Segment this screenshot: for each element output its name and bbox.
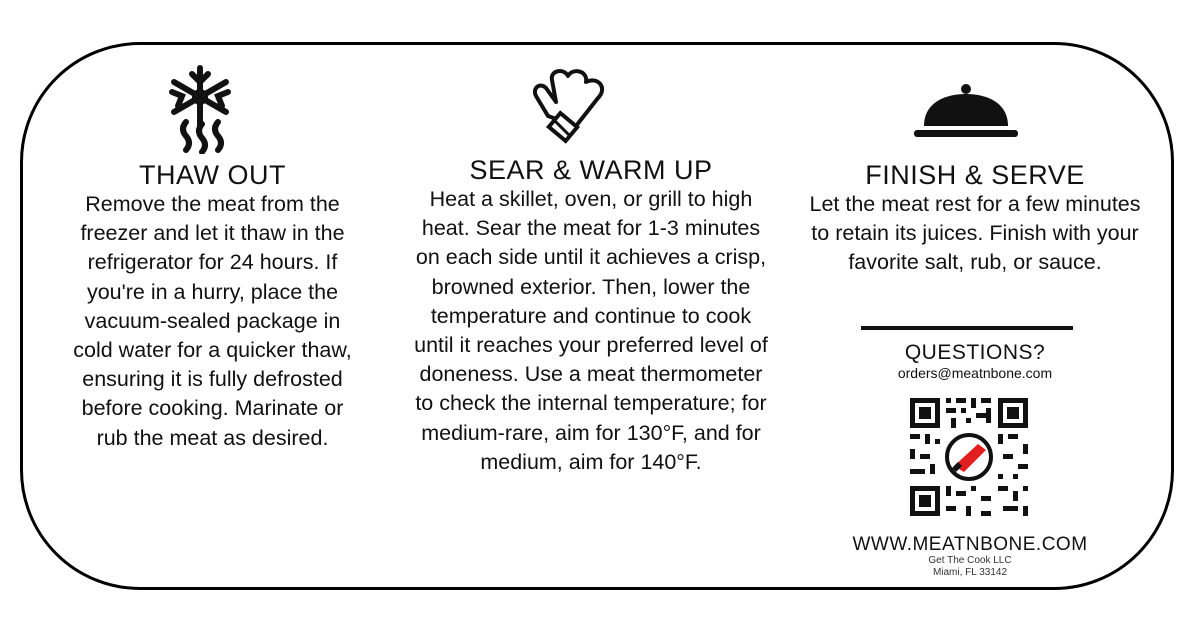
company-address: Miami, FL 33142	[932, 567, 1008, 578]
finish-serve-title: FINISH & SERVE	[865, 160, 1085, 190]
qr-code-icon[interactable]	[904, 392, 1034, 522]
serving-cloche-icon	[910, 82, 1022, 140]
divider	[861, 326, 1073, 330]
thaw-out-section	[65, 160, 360, 453]
questions-heading: QUESTIONS?	[904, 341, 1046, 364]
website-link[interactable]: WWW.MEATNBONE.COM	[852, 534, 1088, 555]
sear-warm-up-section	[410, 155, 772, 477]
thaw-out-text: Remove the meat from the freezer and let it thaw in the refrigerator for 24 hours. If you're in a hurry, place the vacuum-sealed package in cold water for a quicker thaw, ensuring it is fully defrosted before cooking. Marinate or rub the meat as desired.	[73, 192, 352, 450]
finish-serve-text: Let the meat rest for a few minutes to retain its juices. Finish with your favorite salt, rub, or sauce.	[809, 192, 1141, 275]
company-name: Get The Cook LLC	[928, 555, 1012, 566]
sear-warm-up-title: SEAR & WARM UP	[469, 155, 713, 185]
thaw-out-title: THAW OUT	[139, 160, 286, 190]
contact-email[interactable]: orders@meatnbone.com	[897, 365, 1053, 381]
snowflake-thaw-icon	[158, 64, 242, 154]
oven-mitt-icon	[528, 66, 608, 148]
company-info	[800, 555, 1140, 579]
finish-serve-section	[800, 160, 1150, 278]
sear-warm-up-text: Heat a skillet, oven, or grill to high heat. Sear the meat for 1-3 minutes on each side until it achieves a crisp, browned exterior. Then, lower the temperature and continue to cook until it reaches your preferred level of doneness. Use a meat thermometer to check the internal temperature; for medium-rare, aim for 130°F, and for medium, aim for 140°F.	[414, 187, 768, 474]
